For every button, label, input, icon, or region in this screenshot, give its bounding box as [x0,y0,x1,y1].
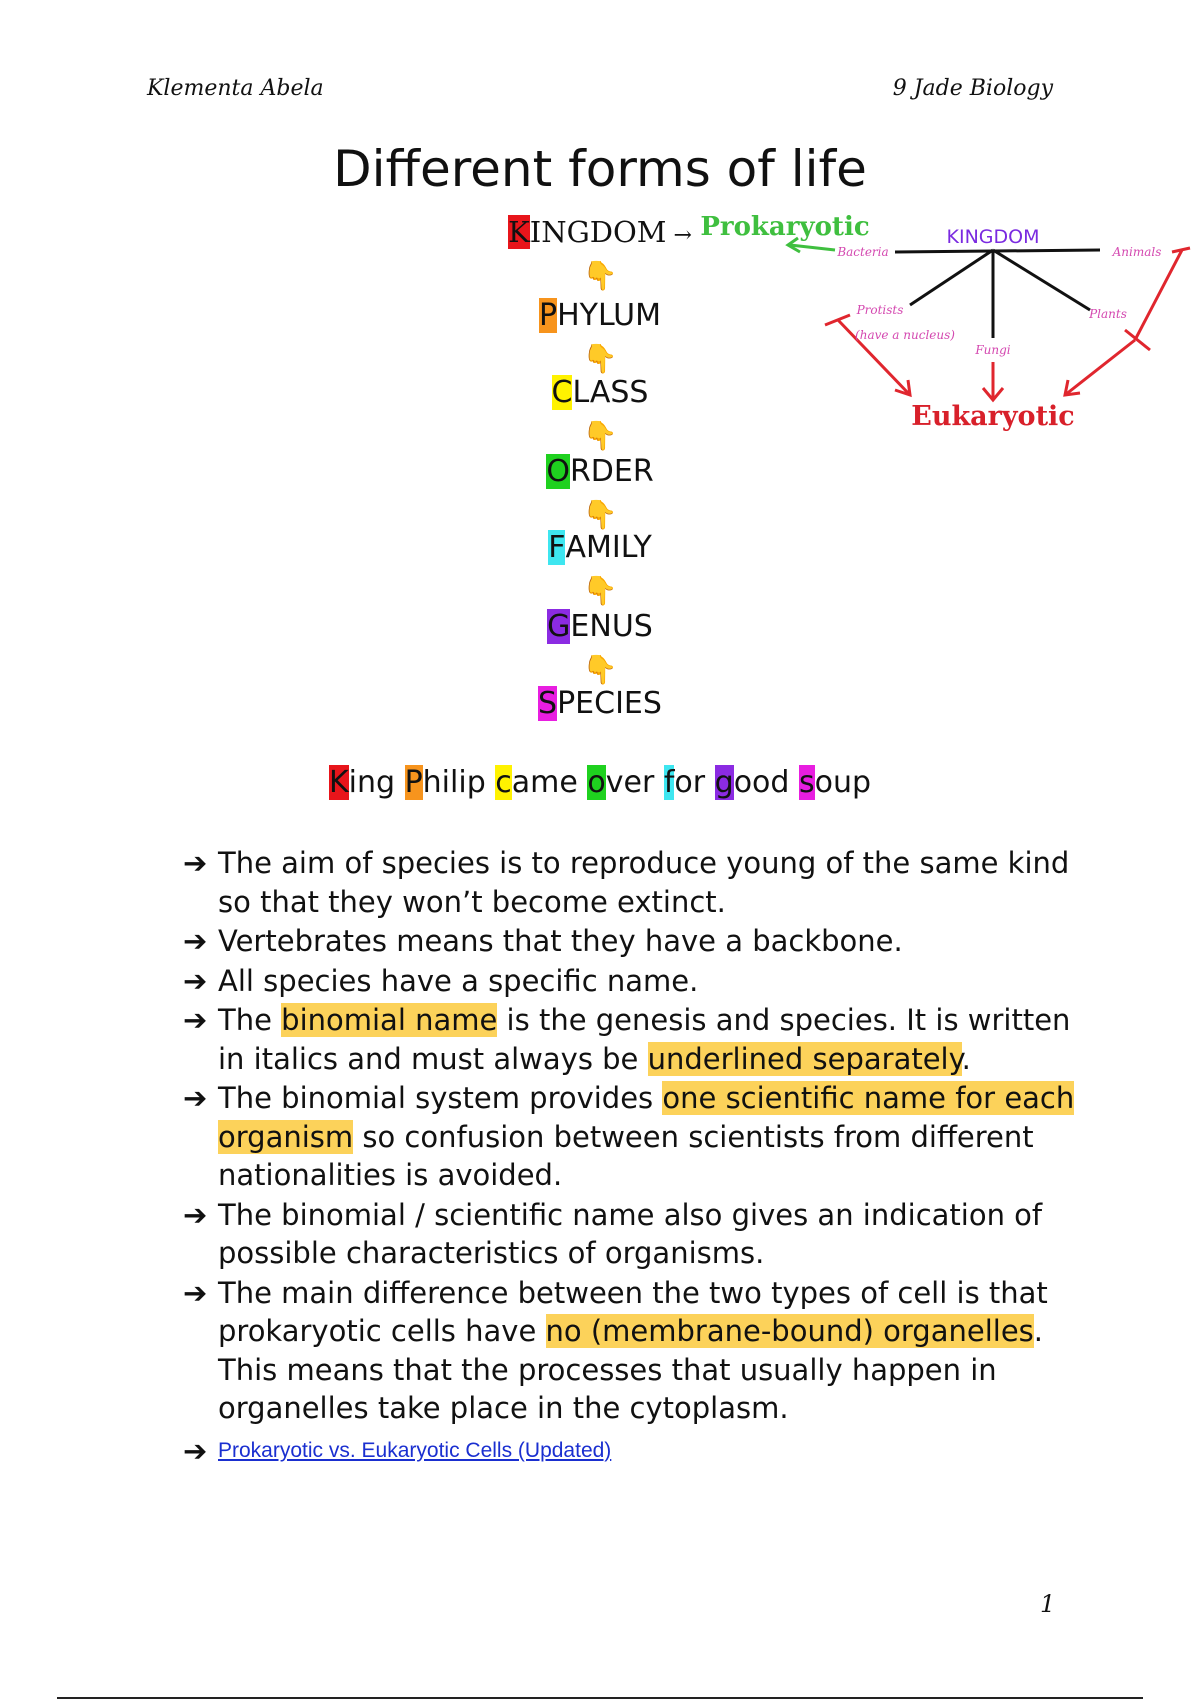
mnemonic-word: ame [511,765,588,800]
mnemonic-word: ing [348,765,405,800]
bullet-text [218,1274,1083,1428]
animals-label: Animals [1112,245,1162,259]
highlighted-text: underlined separately [647,1041,962,1076]
rank-name: AMILY [565,530,652,565]
kingdom-label: KINGDOM [946,226,1040,248]
footer-divider [57,1697,1143,1699]
mnemonic-initial-highlight: g [714,765,734,800]
rank-initial-highlight: K [508,215,530,249]
arrow-protists [825,315,910,395]
mnemonic-initial-highlight: c [495,765,512,800]
bullet-text [218,1196,1083,1273]
taxonomy-rank [450,454,750,489]
arrow-bullet-icon: ➔ [183,1003,208,1037]
arrow-bullet-icon: ➔ [183,963,208,998]
arrow-fungi [983,362,1003,400]
text-segment: is the genesis and species. It is written in italics and must always be [218,1003,1071,1076]
mnemonic [0,765,1200,800]
text-segment: The main difference between the two types of cell is that prokaryotic cells have [218,1275,1048,1348]
rank-initial-highlight: F [548,530,566,565]
prokaryotic-label: Prokaryotic [700,212,870,242]
kingdom-diagram [690,200,1200,440]
mnemonic-initial-highlight: K [328,765,349,800]
pointing-down-hand-icon: 👇 [582,259,618,292]
text-segment: . This means that the processes that usually happen in organelles take place in the cytoplasm. [218,1314,1043,1425]
highlighted-text: no (membrane-bound) organelles [545,1314,1034,1348]
arrow-bullet-icon: ➔ [183,924,208,958]
mnemonic-word: or [674,765,715,800]
text-segment: The [218,1003,282,1037]
bullet-item [183,1432,1083,1471]
mnemonic-initial-highlight: P [404,765,423,800]
arrow-animals [1065,248,1190,395]
right-arrow-icon: → [666,223,692,248]
arrow-bullet-icon: ➔ [183,1275,208,1310]
protists-label: Protists [856,303,904,317]
text-segment: Vertebrates means that they have a backbone. [218,924,903,958]
rank-initial-highlight: S [538,686,558,721]
protists-note: (have a nucleus) [855,328,955,342]
taxonomy-rank [450,609,750,644]
mnemonic-word: ood [733,765,799,800]
prokaryotic-vs-eukaryotic-link[interactable]: Prokaryotic vs. Eukaryotic Cells (Updated) [218,1438,612,1462]
pointing-down-hand-icon: 👇 [582,342,618,375]
mnemonic-word: oup [814,765,872,800]
plants-label: Plants [1089,307,1127,321]
bacteria-label: Bacteria [837,245,889,259]
rank-initial-highlight: P [538,298,558,333]
text-segment: The aim of species is to reproduce young of the same kind so that they won’t become extinct. [218,846,1070,919]
rank-name: HYLUM [557,298,662,333]
arrow-bullet-icon: ➔ [183,1197,208,1232]
pointing-down-hand-icon: 👇 [582,498,618,531]
bullet-text [218,1079,1083,1195]
fungi-label: Fungi [975,343,1011,357]
rank-initial-highlight: O [546,454,570,489]
mnemonic-word: ver [605,765,664,800]
pointing-down-hand-icon: 👇 [582,653,618,686]
text-segment: The binomial system provides [218,1081,663,1115]
diagram-line [993,250,1090,310]
text-segment: so confusion between scientists from different nationalities is avoided. [218,1119,1034,1192]
highlighted-text: binomial name [281,1003,498,1037]
pointing-down-hand-icon: 👇 [582,574,618,607]
class-name: 9 Jade Biology [892,76,1053,101]
bullet-list [183,844,1083,1471]
mnemonic-initial-highlight: f [663,765,675,800]
taxonomy-rank [450,530,750,565]
arrow-bullet-icon: ➔ [183,846,208,880]
bullet-item [183,962,1083,1001]
mnemonic-word: hilip [422,765,496,800]
text-segment: . [961,1041,971,1076]
rank-name: ENUS [570,609,653,644]
mnemonic-initial-highlight: s [798,765,815,800]
bullet-item [183,1196,1083,1273]
rank-name: PECIES [557,686,662,721]
page-title: Different forms of life [333,140,867,198]
bullet-text [218,1001,1083,1078]
bullet-item [183,1274,1083,1428]
rank-name: RDER [569,454,654,489]
mnemonic-initial-highlight: o [587,765,606,800]
rank-initial-highlight: G [547,609,571,644]
author-name: Klementa Abela [147,76,324,101]
text-segment: The binomial / scientific name also gives an indication of possible characteristics of organisms. [218,1197,1043,1270]
diagram-line [910,250,993,305]
rank-name: INGDOM [529,215,667,249]
bullet-item [183,1001,1083,1078]
text-segment: All species have a specific name. [218,963,699,998]
bullet-item [183,844,1083,921]
rank-initial-highlight: C [551,375,573,410]
bullet-text [218,922,903,961]
rank-name: LASS [572,375,649,410]
arrow-bullet-icon: ➔ [183,1081,208,1115]
page-number: 1 [1040,1590,1056,1618]
arrow-bullet-icon: ➔ [183,1433,208,1468]
eukaryotic-label: Eukaryotic [911,401,1075,432]
bullet-text [218,844,1083,921]
bullet-item [183,1079,1083,1195]
bullet-text [218,962,698,1001]
highlighted-text: one scientific name for each organism [218,1081,1075,1154]
pointing-down-hand-icon: 👇 [582,419,618,452]
bullet-item [183,922,1083,961]
taxonomy-rank [450,686,750,721]
